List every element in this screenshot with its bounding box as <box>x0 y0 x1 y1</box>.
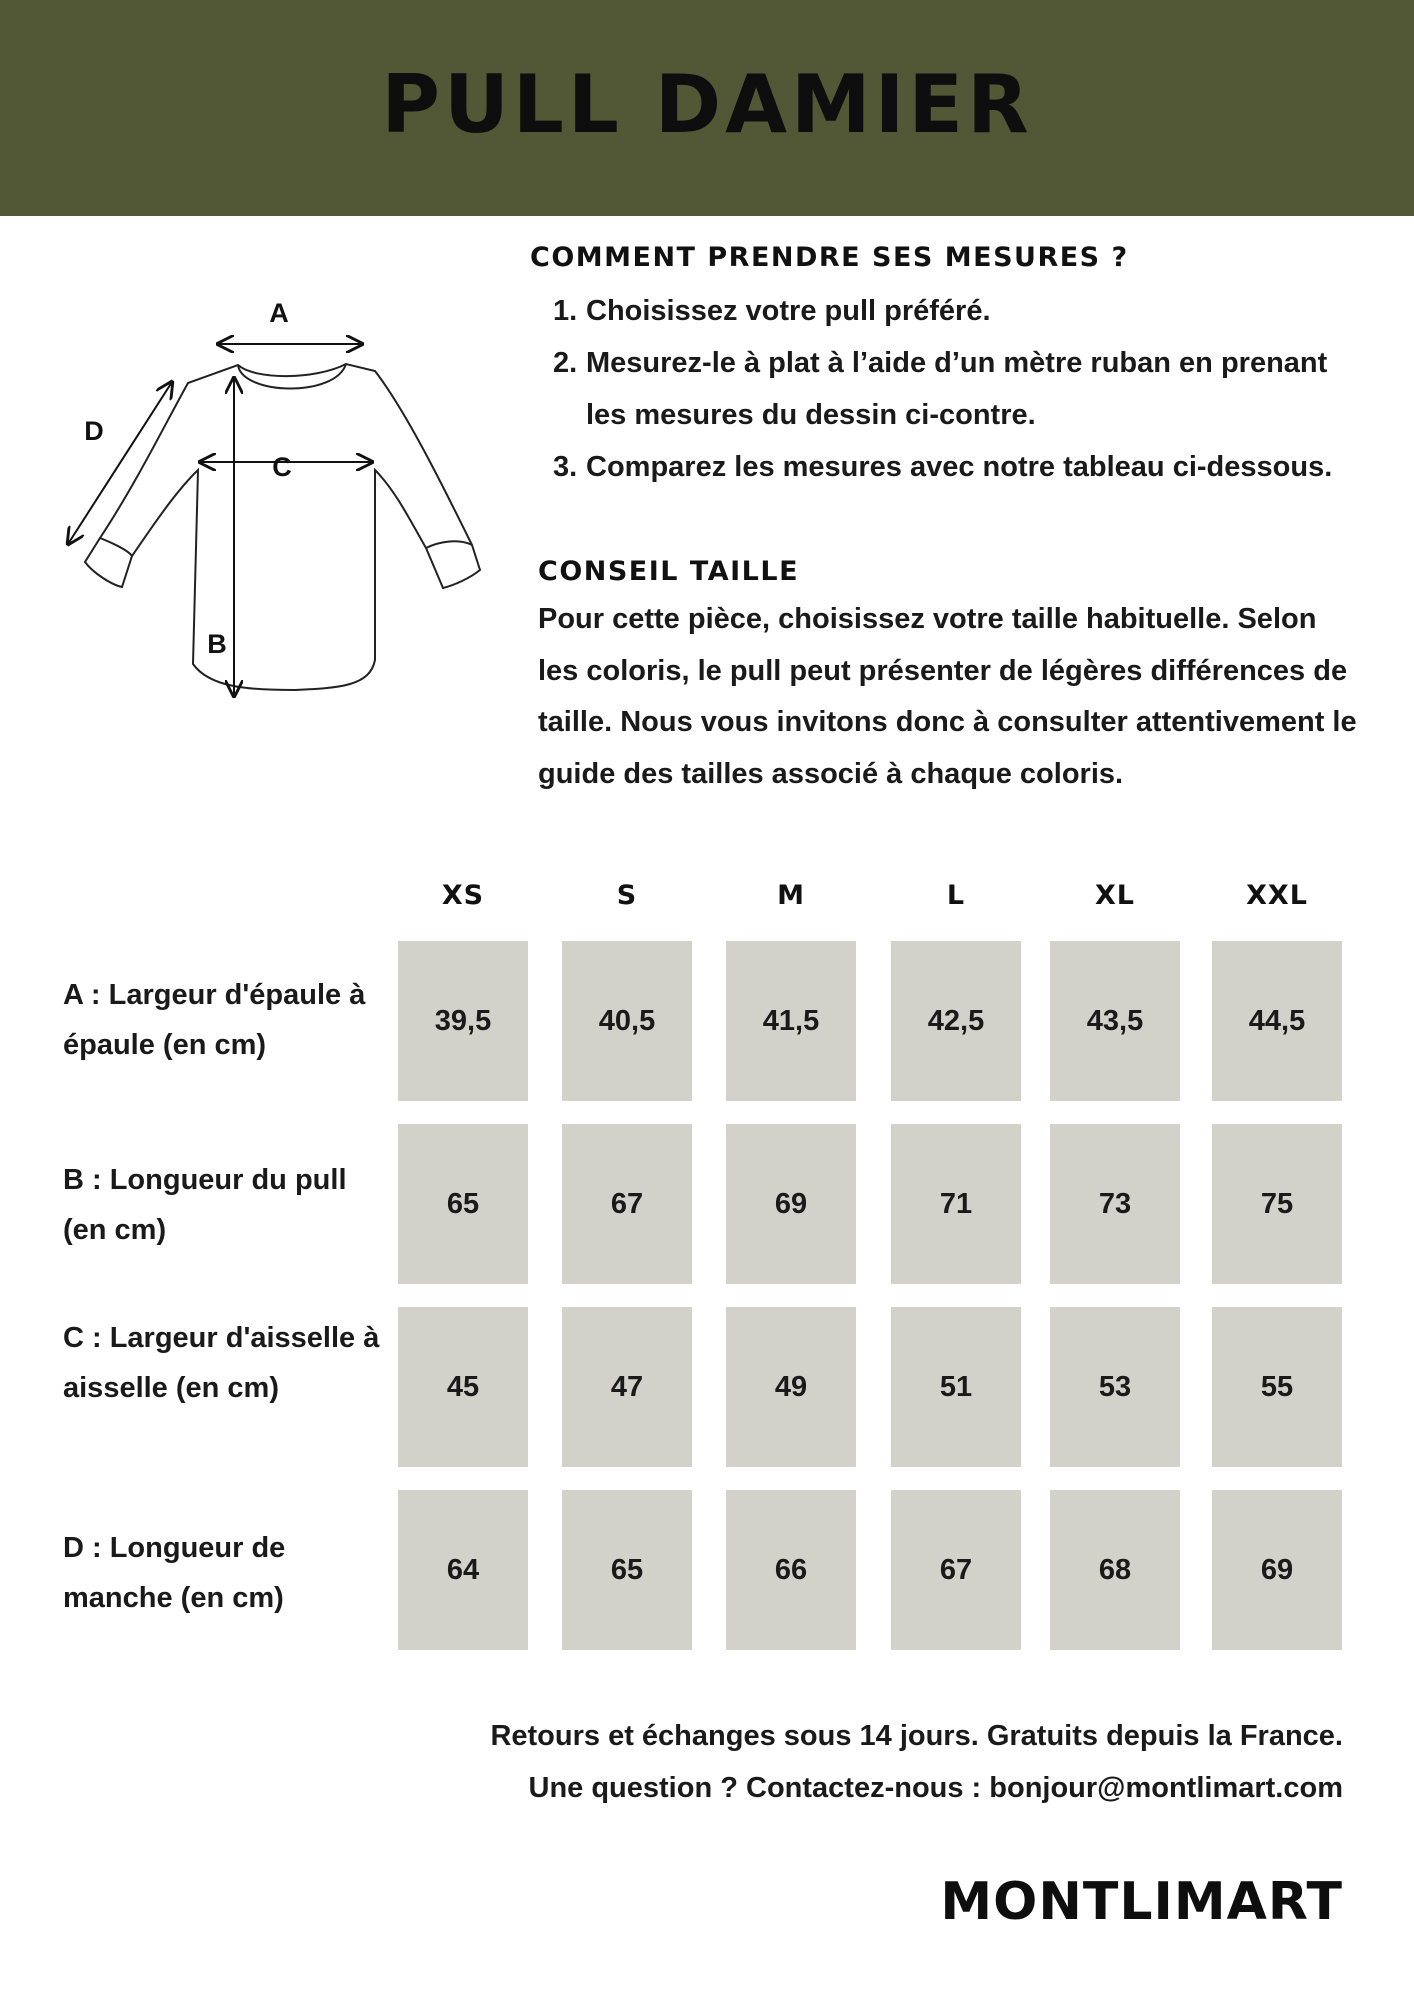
tip-text: Pour cette pièce, choisissez votre taille habituelle. Selon les coloris, le pull peut présenter de légères différences de taille. Nous vous invitons donc à consulter attentivement le guide des tailles associé à chaque coloris. <box>538 603 1357 790</box>
sweater-outline <box>85 364 480 690</box>
sweater-cuff-right <box>426 541 472 548</box>
brand-logo: MONTLIMART <box>940 1872 1343 1932</box>
table-cell: 75 <box>1212 1124 1342 1284</box>
table-cell: 65 <box>562 1490 692 1650</box>
table-cell: 51 <box>891 1307 1021 1467</box>
sweater-cuff-left <box>100 538 132 556</box>
size-header-xl: XL <box>1094 880 1136 911</box>
diagram-label-b: B <box>207 629 227 659</box>
contact-text: Une question ? Contactez-nous : bonjour@montlimart.com <box>528 1772 1343 1804</box>
howto-step <box>553 337 1353 441</box>
tip-heading: CONSEIL TAILLE <box>538 556 800 587</box>
row-label-b: B : Longueur du pull (en cm) <box>63 1164 347 1246</box>
size-header-l: L <box>946 880 966 911</box>
howto-heading: COMMENT PRENDRE SES MESURES ? <box>530 242 1129 273</box>
table-cell: 66 <box>726 1490 856 1650</box>
table-cell: 47 <box>562 1307 692 1467</box>
table-cell: 44,5 <box>1212 941 1342 1101</box>
step-text: Choisissez votre pull préféré. <box>586 295 991 327</box>
table-cell: 39,5 <box>398 941 528 1101</box>
table-cell: 69 <box>726 1124 856 1284</box>
table-cell: 45 <box>398 1307 528 1467</box>
table-cell: 65 <box>398 1124 528 1284</box>
row-label-a: A : Largeur d'épaule à épaule (en cm) <box>63 979 366 1061</box>
diagram-label-c: C <box>272 452 292 482</box>
table-cell: 55 <box>1212 1307 1342 1467</box>
size-header-xxl: XXL <box>1246 880 1308 911</box>
row-label-d: D : Longueur de manche (en cm) <box>63 1532 286 1614</box>
table-cell: 41,5 <box>726 941 856 1101</box>
size-header-m: M <box>777 880 805 911</box>
returns-text: Retours et échanges sous 14 jours. Gratuits depuis la France. <box>490 1720 1343 1752</box>
step-number: 2. <box>553 347 578 379</box>
table-cell: 43,5 <box>1050 941 1180 1101</box>
diagram-label-d: D <box>84 416 104 446</box>
size-header-xs: XS <box>441 880 485 911</box>
row-label-c: C : Largeur d'aisselle à aisselle (en cm) <box>63 1322 380 1404</box>
step-number: 1. <box>553 295 578 327</box>
step-number: 3. <box>553 451 578 483</box>
table-cell: 40,5 <box>562 941 692 1101</box>
sweater-illustration <box>50 280 510 730</box>
table-cell: 53 <box>1050 1307 1180 1467</box>
table-cell: 49 <box>726 1307 856 1467</box>
table-cell: 71 <box>891 1124 1021 1284</box>
table-cell: 68 <box>1050 1490 1180 1650</box>
step-text: Mesurez-le à plat à l’aide d’un mètre ruban en prenant les mesures du dessin ci-contre. <box>586 347 1328 431</box>
howto-step <box>553 285 1353 337</box>
table-cell: 73 <box>1050 1124 1180 1284</box>
table-cell: 64 <box>398 1490 528 1650</box>
table-cell: 67 <box>562 1124 692 1284</box>
sweater-diagram <box>50 280 510 730</box>
table-cell: 42,5 <box>891 941 1021 1101</box>
diagram-label-a: A <box>269 298 289 328</box>
page-title: PULL DAMIER <box>381 58 1033 151</box>
table-cell: 67 <box>891 1490 1021 1650</box>
table-cell: 69 <box>1212 1490 1342 1650</box>
size-header-s: S <box>616 880 638 911</box>
howto-step <box>553 441 1353 493</box>
howto-steps <box>553 285 1353 493</box>
step-text: Comparez les mesures avec notre tableau ci-dessous. <box>586 451 1333 483</box>
